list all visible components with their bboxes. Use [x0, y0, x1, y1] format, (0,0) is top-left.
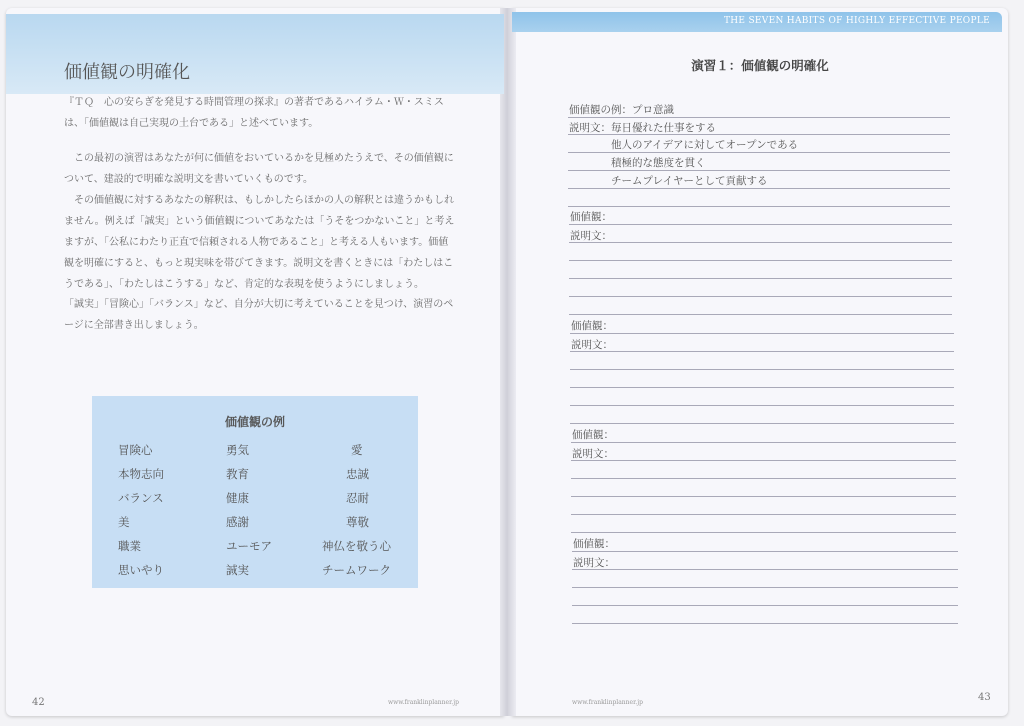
description-entry-line[interactable] [569, 314, 952, 315]
description-label: 説明文： [570, 230, 612, 242]
description-entry-line[interactable] [571, 532, 956, 533]
rule-line [568, 188, 950, 189]
example-item: 忠誠 [346, 467, 369, 481]
sample-description-line: 積極的な態度を貫く [611, 157, 706, 169]
example-item: 本物志向 [118, 467, 164, 481]
rule-line [568, 117, 950, 118]
rule-line [568, 134, 950, 135]
description-entry-line[interactable] [570, 423, 954, 424]
example-item: 健康 [226, 491, 249, 505]
value-label: 価値観： [570, 211, 612, 223]
rule-line [568, 206, 950, 207]
value-entry-line[interactable] [571, 442, 956, 443]
page-number-left: 42 [32, 697, 45, 708]
example-item: 勇気 [226, 443, 249, 457]
description-entry-line[interactable] [569, 296, 952, 297]
footer-url-right: www.franklinplanner.jp [572, 699, 643, 706]
description-entry-line[interactable] [569, 242, 952, 243]
description-label: 説明文： [573, 557, 615, 569]
description-entry-line[interactable] [570, 351, 954, 352]
value-entry-line[interactable] [572, 551, 958, 552]
page-title: 価値観の明確化 [64, 62, 190, 83]
description-entry-line[interactable] [569, 278, 952, 279]
description-entry-line[interactable] [572, 623, 958, 624]
value-entry-line[interactable] [570, 333, 954, 334]
sample-value-line: 価値観の例：プロ意識 [569, 104, 674, 116]
example-item: 冒険心 [118, 443, 153, 457]
example-item: バランス [118, 491, 164, 505]
rule-line [568, 152, 950, 153]
sample-description-line: 説明文：毎日優れた仕事をする [569, 122, 716, 134]
example-item: 神仏を敬う心 [322, 539, 391, 553]
description-entry-line[interactable] [570, 405, 954, 406]
exercise-title: 演習１：価値観の明確化 [691, 58, 829, 73]
description-entry-line[interactable] [571, 460, 956, 461]
body-paragraphs [64, 148, 456, 295]
description-entry-line[interactable] [571, 514, 956, 515]
example-item: 美 [118, 515, 130, 529]
example-item: 愛 [351, 443, 363, 457]
description-entry-line[interactable] [572, 587, 958, 588]
example-item: 教育 [226, 467, 249, 481]
running-head: THE SEVEN HABITS OF HIGHLY EFFECTIVE PEOPLE [723, 16, 990, 26]
description-label: 説明文： [572, 448, 614, 460]
intro-paragraph [64, 92, 456, 134]
examples-title: 価値観の例 [224, 415, 285, 429]
sample-description-line: チームプレイヤーとして貢献する [611, 175, 768, 187]
example-item: 職業 [118, 539, 141, 553]
example-item: 忍耐 [346, 491, 369, 505]
example-item: ユーモア [226, 539, 272, 553]
rule-line [568, 170, 950, 171]
value-label: 価値観： [572, 429, 614, 441]
description-entry-line[interactable] [572, 605, 958, 606]
footer-url-left: www.franklinplanner.jp [388, 699, 459, 706]
description-entry-line[interactable] [571, 496, 956, 497]
paragraph-3: その価値観に対するあなたの解釈は、もしかしたらほかの人の解釈とは違うかもしれません。例えば「誠実」という価値観についてあなたは「うそをつかないこと」と考えますが、「公私にわたり正直で信頼される人物であること」と考える人もいます。価値観を明確にすると、もっと現実味を帯びてきます。説明文を書くときには「わたしはこうである」、「わたしはこうする」など、肯定的な表現を使うようにしましょう。 [64, 195, 455, 290]
example-item: 感謝 [226, 515, 249, 529]
paragraph-4: 「誠実」「冒険心」「バランス」など、自分が大切に考えていることを見つけ、演習のページに全部書き出しましょう。 [64, 299, 454, 331]
example-item: 尊敬 [346, 515, 369, 529]
value-label: 価値観： [571, 320, 613, 332]
sample-description-line: 他人のアイデアに対してオープンである [611, 139, 799, 151]
example-item: 誠実 [226, 563, 249, 577]
value-examples-box [92, 396, 418, 588]
description-label: 説明文： [571, 339, 613, 351]
paragraph-1: 『ＴＱ 心の安らぎを発見する時間管理の探求』の著者であるハイラム・Ｗ・スミスは、「価値観は自己実現の土台である」と述べています。 [64, 97, 444, 129]
page-number-right: 43 [978, 692, 991, 703]
value-label: 価値観： [573, 538, 615, 550]
value-entry-line[interactable] [569, 224, 952, 225]
description-entry-line[interactable] [570, 387, 954, 388]
example-item: 思いやり [118, 563, 164, 577]
description-entry-line[interactable] [571, 478, 956, 479]
description-entry-line[interactable] [572, 569, 958, 570]
description-entry-line[interactable] [570, 369, 954, 370]
closing-paragraph [64, 294, 456, 336]
book-spine [500, 8, 516, 716]
description-entry-line[interactable] [569, 260, 952, 261]
paragraph-2: この最初の演習はあなたが何に価値をおいているかを見極めたうえで、その価値観について、建設的で明確な説明文を書いていくものです。 [64, 153, 454, 185]
example-item: チームワーク [322, 563, 391, 577]
